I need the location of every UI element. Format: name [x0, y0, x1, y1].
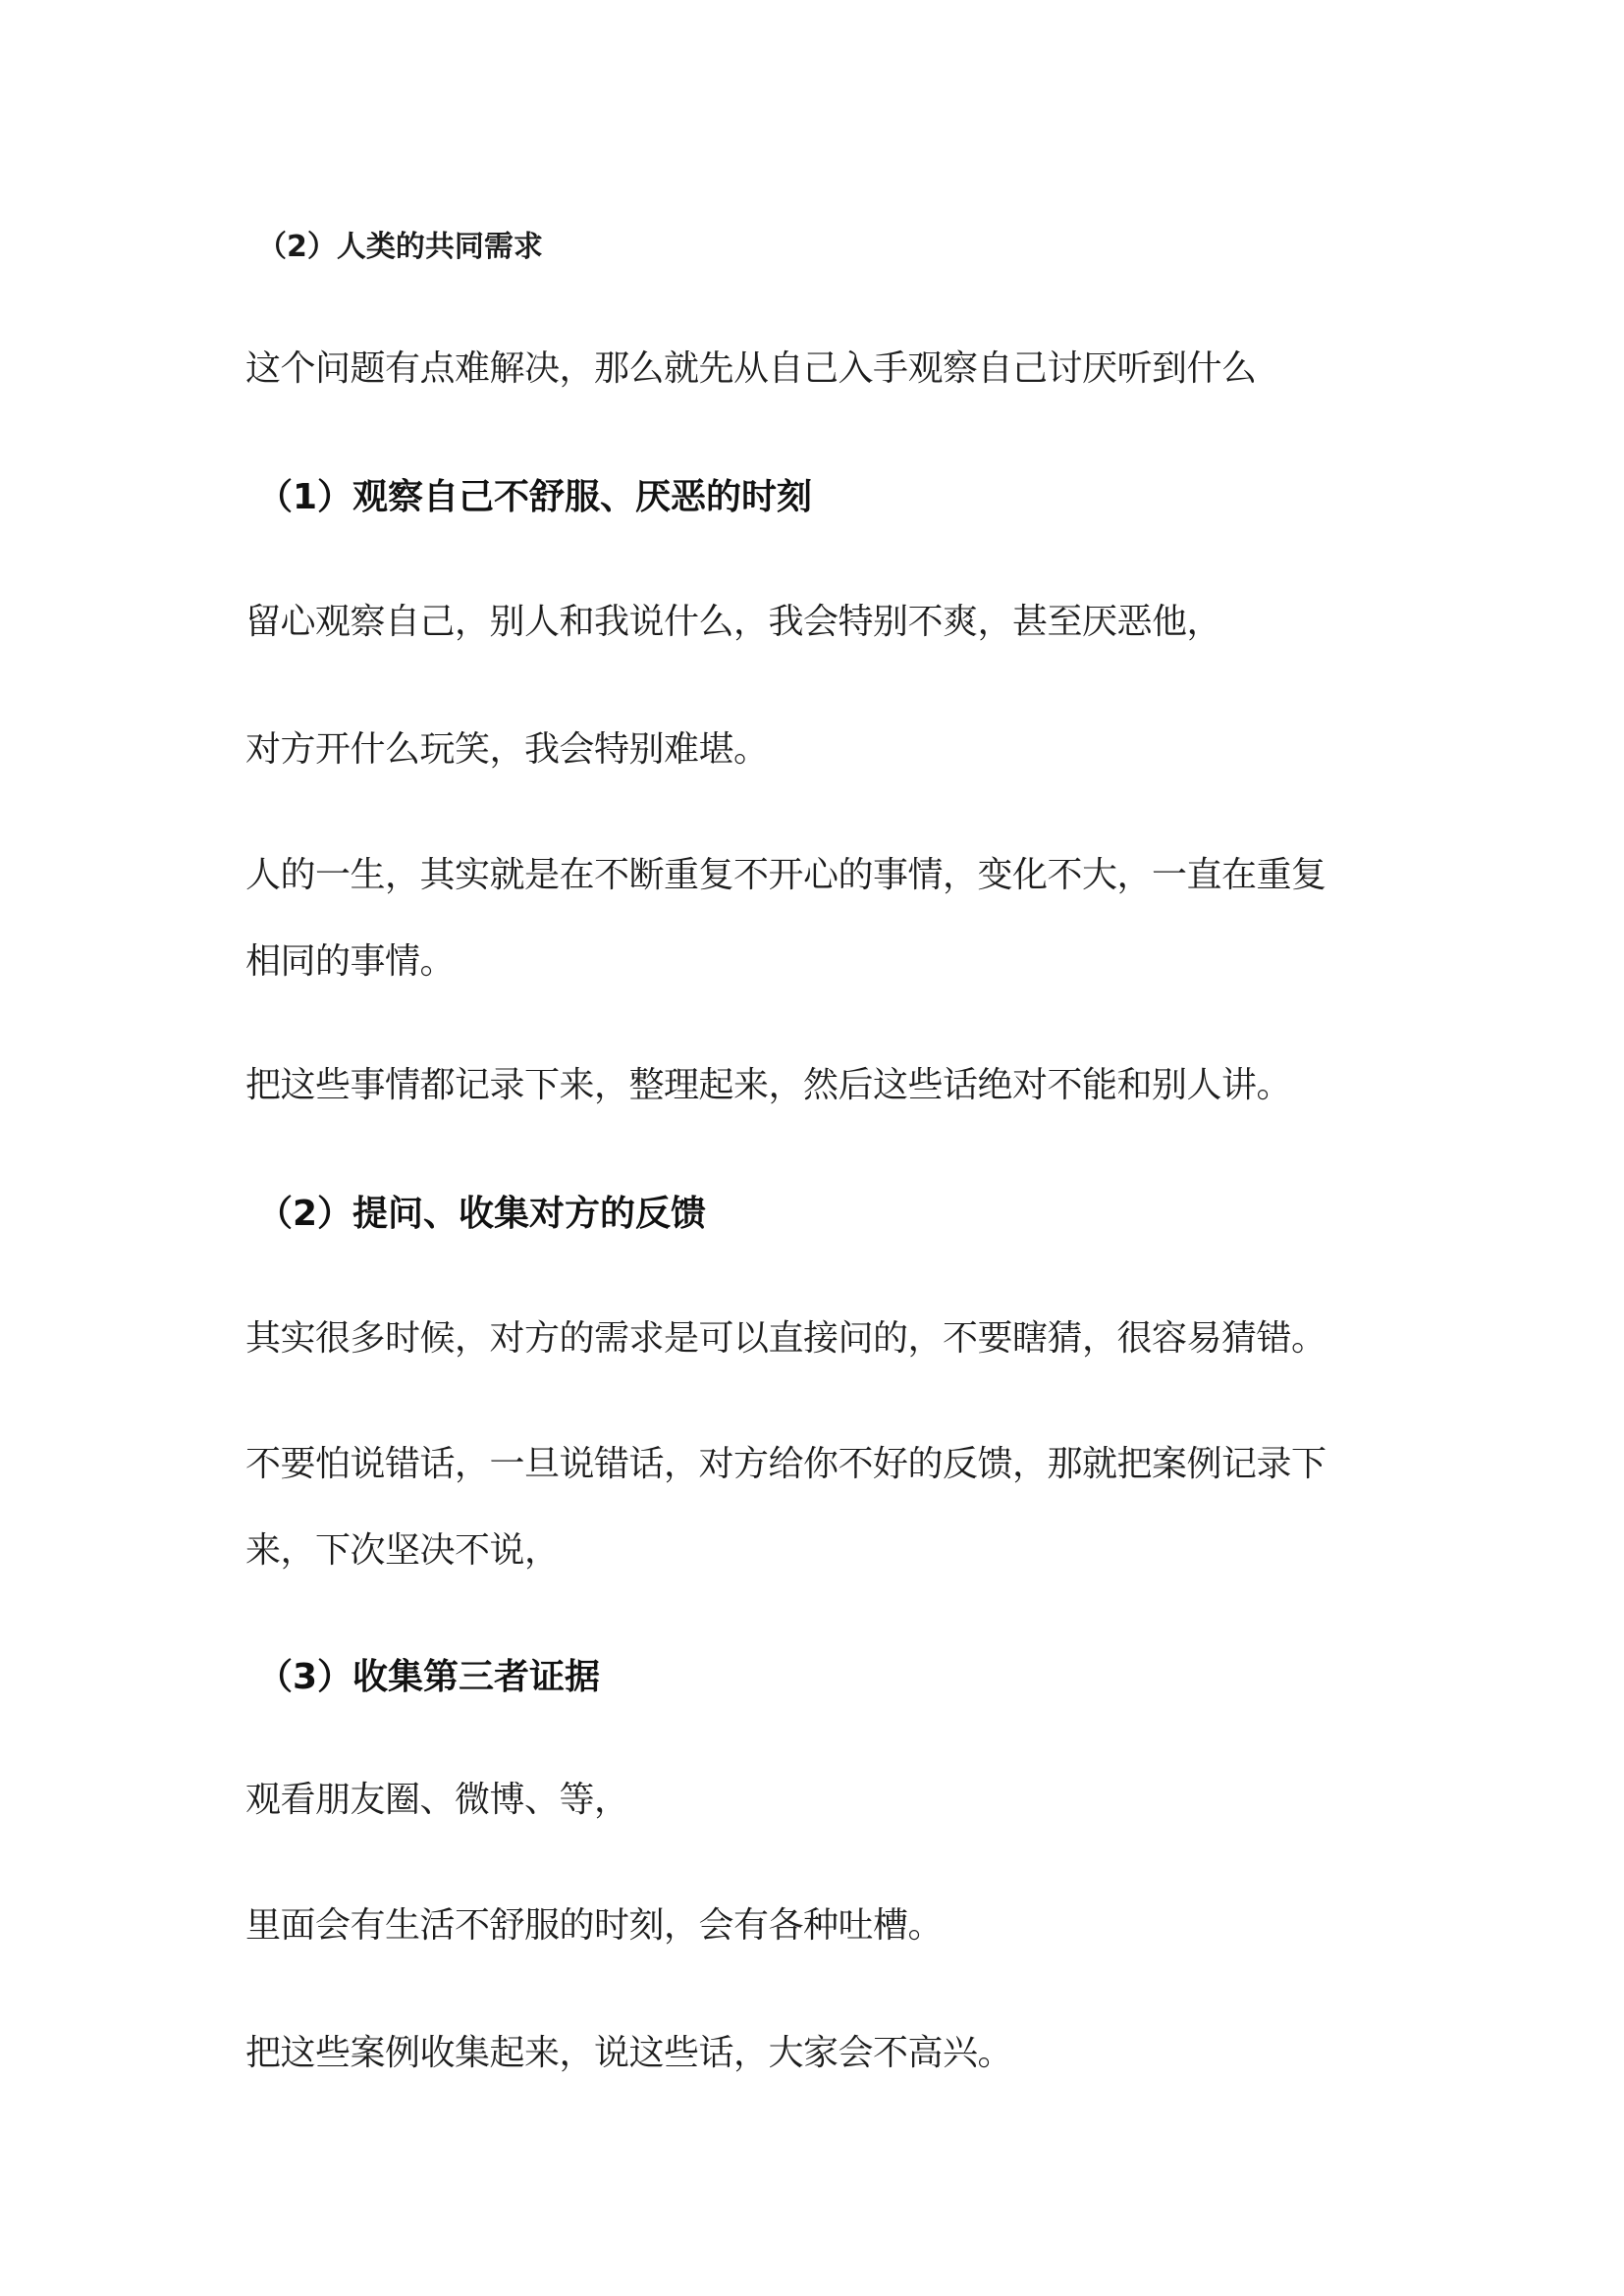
paragraph-line: 把这些事情都记录下来，整理起来，然后这些话绝对不能和别人讲。	[245, 1065, 1292, 1105]
paragraph	[245, 1296, 1404, 1382]
paragraph-line: 相同的事情。	[245, 941, 456, 982]
paragraph-line: 这个问题有点难解决，那么就先从自己入手观察自己讨厌听到什么	[245, 348, 1257, 389]
paragraph	[245, 832, 1404, 1005]
paragraph-line: 里面会有生活不舒服的时刻，会有各种吐槽。	[245, 1905, 944, 1946]
paragraph-line: 人的一生，其实就是在不断重复不开心的事情，变化不大，一直在重复	[245, 855, 1326, 895]
paragraph	[245, 1883, 1404, 1969]
paragraph-line: 不要怕说错话，一旦说错话，对方给你不好的反馈，那就把案例记录下	[245, 1444, 1326, 1484]
section-subheading-human-common-needs: （2）人类的共同需求	[257, 230, 543, 264]
paragraph-line: 对方开什么玩笑，我会特别难堪。	[245, 729, 769, 770]
paragraph-line: 观看朋友圈、微博、等，	[245, 1780, 629, 1820]
paragraph	[245, 2010, 1404, 2097]
paragraph-line: 留心观察自己，别人和我说什么，我会特别不爽，甚至厌恶他，	[245, 602, 1222, 642]
paragraph-line: 其实很多时候，对方的需求是可以直接问的，不要瞎猜，很容易猜错。	[245, 1318, 1326, 1359]
paragraph	[245, 579, 1404, 666]
paragraph	[245, 326, 1404, 412]
paragraph	[245, 1757, 1404, 1843]
paragraph	[245, 1421, 1404, 1594]
heading-third-party-evidence: （3）收集第三者证据	[257, 1657, 601, 1697]
paragraph-line: 来，下次坚决不说，	[245, 1530, 560, 1571]
paragraph-line: 把这些案例收集起来，说这些话，大家会不高兴。	[245, 2033, 1013, 2073]
paragraph	[245, 1042, 1404, 1129]
heading-observe-discomfort: （1）观察自己不舒服、厌恶的时刻	[257, 477, 813, 517]
paragraph	[245, 707, 1404, 793]
heading-ask-collect-feedback: （2）提问、收集对方的反馈	[257, 1194, 707, 1234]
